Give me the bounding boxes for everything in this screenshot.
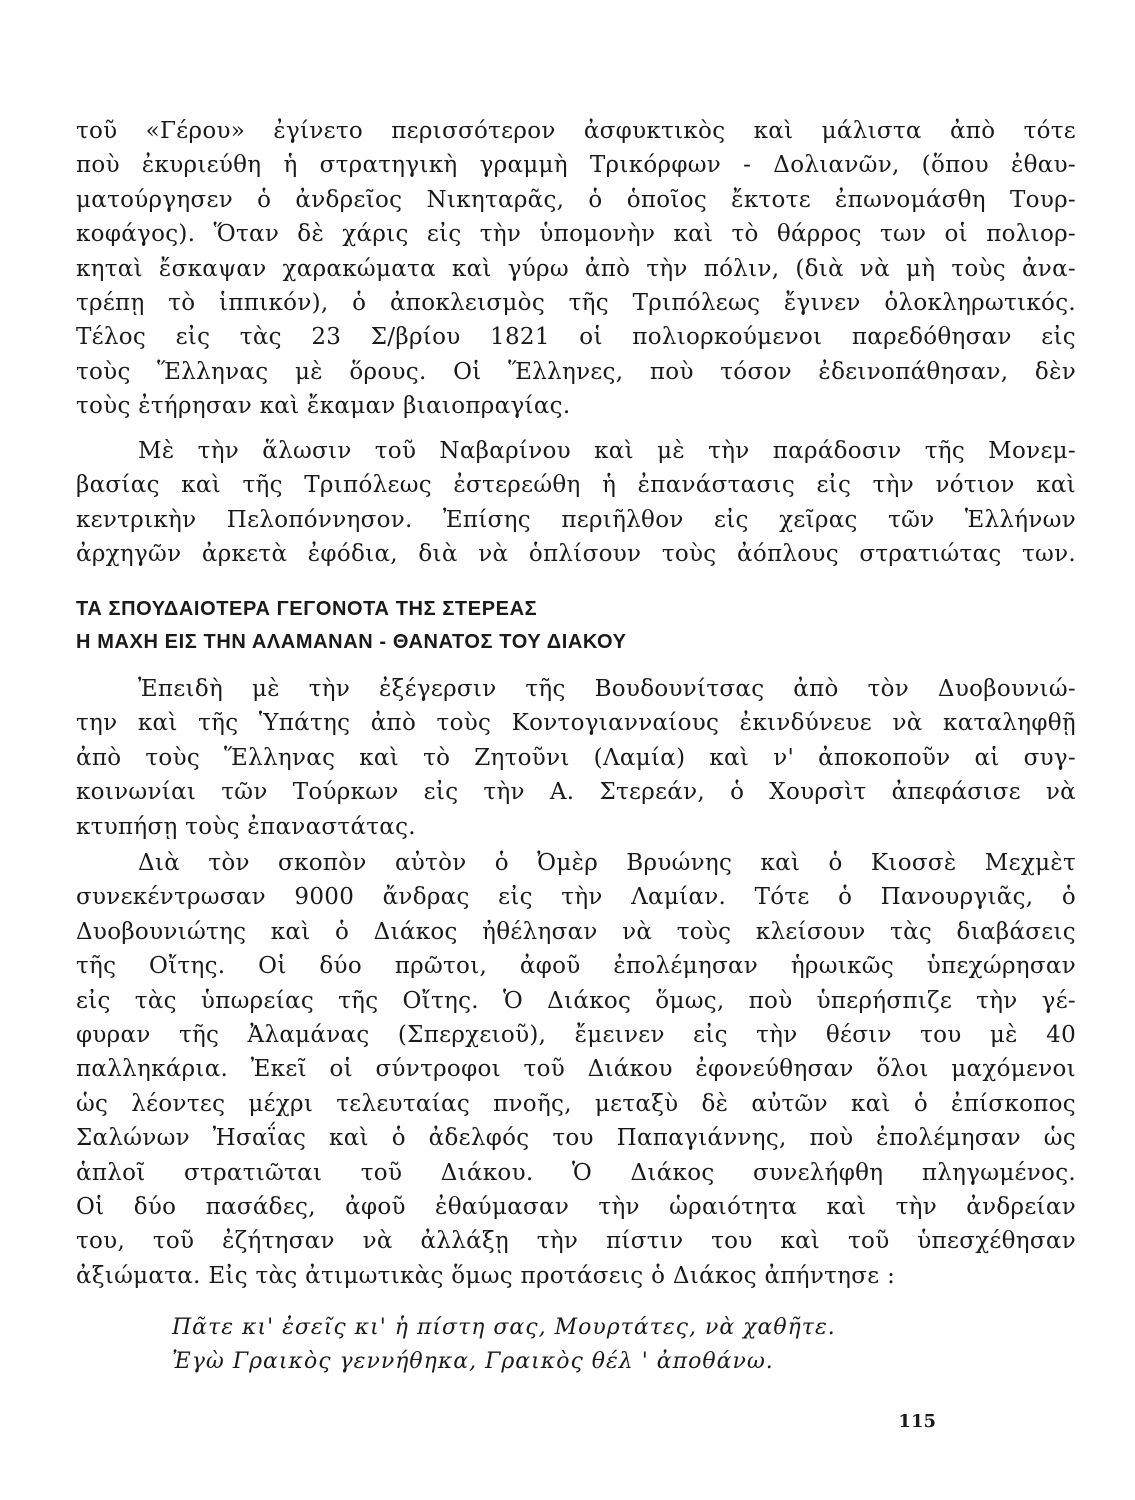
text-line: Μὲ τὴν ἅλωσιν τοῦ Ναβαρίνου καὶ μὲ τὴν παράδοσιν τῆς Μονεμ- <box>138 438 1076 464</box>
text-line: ἀρχηγῶν ἀρκετὰ ἐφόδια, διὰ νὰ ὁπλίσουν τοὺς ἀόπλους στρατιώτας των. <box>76 541 1076 568</box>
text-line: τοῦ «Γέρου» ἐγίνετο περισσότερον ἀσφυκτικὸς καὶ μάλιστα ἀπὸ τότε <box>76 118 1076 144</box>
text-line: κοινωνίαι τῶν Τούρκων εἰς τὴν Α. Στερεάν, ὁ Χουρσὶτ ἀπεφάσισε νὰ <box>76 779 1076 806</box>
text-line: κοφάγος). Ὅταν δὲ χάρις εἰς τὴν ὑπομονὴν καὶ τὸ θάρρος των οἱ πολιορ- <box>76 221 1076 248</box>
paragraph-navarino <box>76 434 1076 572</box>
text-line: ἀπὸ τοὺς Ἕλληνας καὶ τὸ Ζητοῦνι (Λαμία) καὶ ν' ἀποκοποῦν αἱ συγ- <box>76 744 1076 771</box>
paragraph-continuation <box>76 114 1076 424</box>
page-number: 115 <box>898 1411 936 1432</box>
text-line: κεντρικὴν Πελοπόννησον. Ἐπίσης περιῆλθον εἰς χεῖρας τῶν Ἑλλήνων <box>76 506 1076 533</box>
text-line: του, τοῦ ἐζήτησαν νὰ ἀλλάξῃ τὴν πίστιν του καὶ τοῦ ὑπεσχέθησαν <box>76 1228 1076 1255</box>
text-line: Ἐπειδὴ μὲ τὴν ἐξέγερσιν τῆς Βουδουνίτσας ἀπὸ τὸν Δυοβουνιώ- <box>138 676 1076 702</box>
section-heading <box>76 593 1076 659</box>
heading-line-2: Η ΜΑΧΗ ΕΙΣ ΤΗΝ ΑΛΑΜΑΝΑΝ - ΘΑΝΑΤΟΣ ΤΟΥ ΔΙΑΚΟΥ <box>76 631 627 653</box>
text-line: τρέπῃ τὸ ἱππικόν), ὁ ἀποκλεισμὸς τῆς Τριπόλεως ἔγινεν ὁλοκληρωτικός. <box>76 290 1076 317</box>
text-line: συνεκέντρωσαν 9000 ἄνδρας εἰς τὴν Λαμίαν. Τότε ὁ Πανουργιᾶς, ὁ <box>76 884 1076 911</box>
verse-line-2: Ἐγὼ Γραικὸς γεννήθηκα, Γραικὸς θέλ ' ἀποθάνω. <box>172 1349 774 1374</box>
text-line: κηταὶ ἔσκαψαν χαρακώματα καὶ γύρω ἀπὸ τὴν πόλιν, (διὰ νὰ μὴ τοὺς ἀνα- <box>76 255 1076 282</box>
verse-quote <box>172 1311 1072 1379</box>
text-line: ἁπλοῖ στρατιῶται τοῦ Διάκου. Ὁ Διάκος συνελήφθη πληγωμένος. <box>76 1159 1076 1186</box>
text-line: την καὶ τῆς Ὑπάτης ἀπὸ τοὺς Κοντογιανναίους ἐκινδύνευε νὰ καταληφθῇ <box>76 710 1076 737</box>
text-line: τοὺς Ἕλληνας μὲ ὅρους. Οἱ Ἕλληνες, ποὺ τόσον ἐδεινοπάθησαν, δὲν <box>76 358 1076 385</box>
text-line: κτυπήσῃ τοὺς ἐπαναστάτας. <box>76 813 416 840</box>
text-line: βασίας καὶ τῆς Τριπόλεως ἐστερεώθη ἡ ἐπανάστασις εἰς τὴν νότιον καὶ <box>76 472 1076 499</box>
text-line: τῆς Οἴτης. Οἱ δύο πρῶτοι, ἀφοῦ ἐπολέμησαν ἡρωικῶς ὑπεχώρησαν <box>76 953 1076 980</box>
text-line: ποὺ ἐκυριεύθη ἡ στρατηγικὴ γραμμὴ Τρικόρφων - Δολιανῶν, (ὅπου ἐθαυ- <box>76 152 1076 179</box>
paragraph-alamana-battle <box>76 846 1076 1293</box>
verse-line-1: Πᾶτε κι' ἐσεῖς κι' ἡ πίστη σας, Μουρτάτες, νὰ χαθῆτε. <box>172 1315 836 1340</box>
text-line: Τέλος εἰς τὰς 23 Σ/βρίου 1821 οἱ πολιορκούμενοι παρεδόθησαν εἰς <box>76 324 1076 351</box>
heading-line-1: ΤΑ ΣΠΟΥΔΑΙΟΤΕΡΑ ΓΕΓΟΝΟΤΑ ΤΗΣ ΣΤΕΡΕΑΣ <box>76 598 538 620</box>
paragraph-uprising <box>76 672 1076 844</box>
text-line: παλληκάρια. Ἐκεῖ οἱ σύντροφοι τοῦ Διάκου ἐφονεύθησαν ὅλοι μαχόμενοι <box>76 1056 1076 1083</box>
text-line: ὡς λέοντες μέχρι τελευταίας πνοῆς, μεταξὺ δὲ αὐτῶν καὶ ὁ ἐπίσκοπος <box>76 1090 1076 1117</box>
text-line: Οἱ δύο πασάδες, ἀφοῦ ἐθαύμασαν τὴν ὡραιότητα καὶ τὴν ἀνδρείαν <box>76 1194 1076 1221</box>
text-line: ἀξιώματα. Εἰς τὰς ἀτιμωτικὰς ὅμως προτάσεις ὁ Διάκος ἀπήντησε : <box>76 1262 896 1289</box>
text-line: φυραν τῆς Ἀλαμάνας (Σπερχειοῦ), ἔμεινεν εἰς τὴν θέσιν του μὲ 40 <box>76 1022 1076 1049</box>
text-line: Σαλώνων Ἠσαΐας καὶ ὁ ἀδελφός του Παπαγιάννης, ποὺ ἐπολέμησαν ὡς <box>76 1125 1076 1152</box>
text-line: Διὰ τὸν σκοπὸν αὐτὸν ὁ Ὀμὲρ Βρυώνης καὶ ὁ Κιοσσὲ Μεχμὲτ <box>138 850 1076 876</box>
text-line: Δυοβουνιώτης καὶ ὁ Διάκος ἠθέλησαν νὰ τοὺς κλείσουν τὰς διαβάσεις <box>76 918 1076 945</box>
text-line: ματούργησεν ὁ ἀνδρεῖος Νικηταρᾶς, ὁ ὁποῖος ἔκτοτε ἐπωνομάσθη Τουρ- <box>76 186 1076 213</box>
text-line: τοὺς ἐτήρησαν καὶ ἔκαμαν βιαιοπραγίας. <box>76 393 571 420</box>
text-line: εἰς τὰς ὑπωρείας τῆς Οἴτης. Ὁ Διάκος ὅμως, ποὺ ὑπερήσπιζε τὴν γέ- <box>76 987 1076 1014</box>
